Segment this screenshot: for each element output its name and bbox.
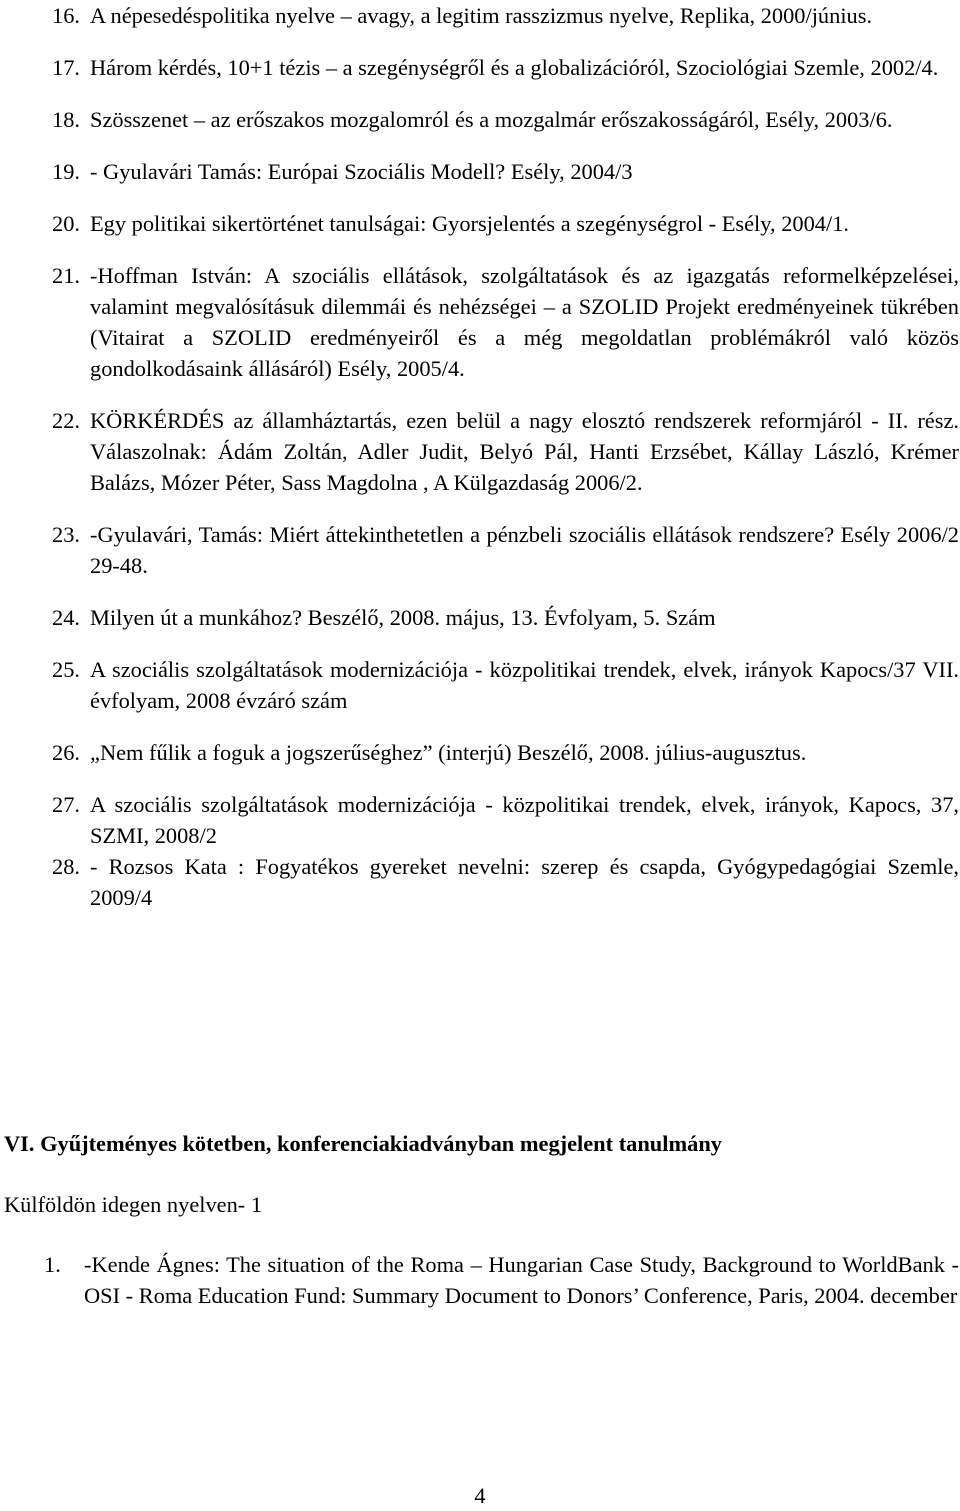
list-item (52, 104, 959, 135)
item-text: Három kérdés, 10+1 tézis – a szegénységről és a globalizációról, Szociológiai Szemle, 2002/4. (90, 55, 939, 80)
item-number: 21. (52, 263, 80, 288)
item-number: 22. (52, 408, 80, 433)
list-item (52, 654, 959, 716)
item-text: -Hoffman István: A szociális ellátások, szolgáltatások és az igazgatás reformelképzelései, valamint megvalósításuk dilemmái és nehézségei – a SZOLID Projekt eredményeinek tükrében (Vitairat a SZOLID eredményeiről és a még megoldatlan problémákról való közös gondolkodásaink állásáról) Esély, 2005/4. (90, 263, 959, 381)
list-item (52, 208, 959, 239)
item-text: KÖRKÉRDÉS az államháztartás, ezen belül a nagy elosztó rendszerek reformjáról - II. rész. Válaszolnak: Ádám Zoltán, Adler Judit, Belyó Pál, Hanti Erzsébet, Kállay László, Krémer Balázs, Mózer Péter, Sass Magdolna , A Külgazdaság 2006/2. (90, 408, 959, 495)
list-item (52, 789, 959, 851)
item-text: Szösszenet – az erőszakos mozgalomról és a mozgalmár erőszakosságáról, Esély, 2003/6. (90, 107, 893, 132)
publication-list (52, 0, 959, 913)
item-text: A szociális szolgáltatások modernizációja - közpolitikai trendek, elvek, irányok Kapocs/37 VII. évfolyam, 2008 évzáró szám (90, 657, 959, 713)
item-text: Milyen út a munkához? Beszélő, 2008. május, 13. Évfolyam, 5. Szám (90, 605, 716, 630)
list-item (44, 1249, 959, 1311)
item-number: 17. (52, 55, 80, 80)
list-item (52, 405, 959, 498)
item-text: A szociális szolgáltatások modernizációja - közpolitikai trendek, elvek, irányok, Kapocs, 37, SZMI, 2008/2 (90, 792, 959, 848)
list-item (52, 156, 959, 187)
item-number: 1. (44, 1252, 61, 1277)
list-item (52, 260, 959, 384)
item-text: -Kende Ágnes: The situation of the Roma – Hungarian Case Study, Background to WorldBank -OSI - Roma Education Fund: Summary Document to Donors’ Conference, Paris, 2004. december (84, 1252, 959, 1308)
item-number: 25. (52, 657, 80, 682)
list-item (52, 519, 959, 581)
section-heading: VI. Gyűjteményes kötetben, konferenciakiadványban megjelent tanulmány (4, 1131, 722, 1156)
item-text: „Nem fűlik a foguk a jogszerűséghez” (interjú) Beszélő, 2008. július-augusztus. (90, 740, 807, 765)
item-number: 26. (52, 740, 80, 765)
list-item (52, 0, 959, 31)
item-text: A népesedéspolitika nyelve – avagy, a legitim rasszizmus nyelve, Replika, 2000/június. (90, 3, 873, 28)
item-text: -Gyulavári, Tamás: Miért áttekinthetetlen a pénzbeli szociális ellátások rendszere? Esély 2006/2 29-48. (90, 522, 959, 578)
item-number: 16. (52, 3, 80, 28)
list-item (52, 602, 959, 633)
list-item (52, 52, 959, 83)
item-text: Egy politikai sikertörténet tanulságai: Gyorsjelentés a szegénységrol - Esély, 2004/1. (90, 211, 850, 236)
list-item (52, 851, 959, 913)
item-number: 27. (52, 792, 80, 817)
item-text: - Gyulavári Tamás: Európai Szociális Modell? Esély, 2004/3 (90, 159, 633, 184)
item-number: 18. (52, 107, 80, 132)
item-number: 23. (52, 522, 80, 547)
item-number: 19. (52, 159, 80, 184)
section-subheading: Külföldön idegen nyelven- 1 (4, 1192, 263, 1217)
list-item (52, 737, 959, 768)
collected-volume-list (44, 1249, 959, 1311)
item-number: 28. (52, 854, 80, 879)
page-number: 4 (474, 1483, 486, 1508)
item-number: 24. (52, 605, 80, 630)
item-text: - Rozsos Kata : Fogyatékos gyereket nevelni: szerep és csapda, Gyógypedagógiai Szemle, 2009/4 (90, 854, 959, 910)
item-number: 20. (52, 211, 80, 236)
